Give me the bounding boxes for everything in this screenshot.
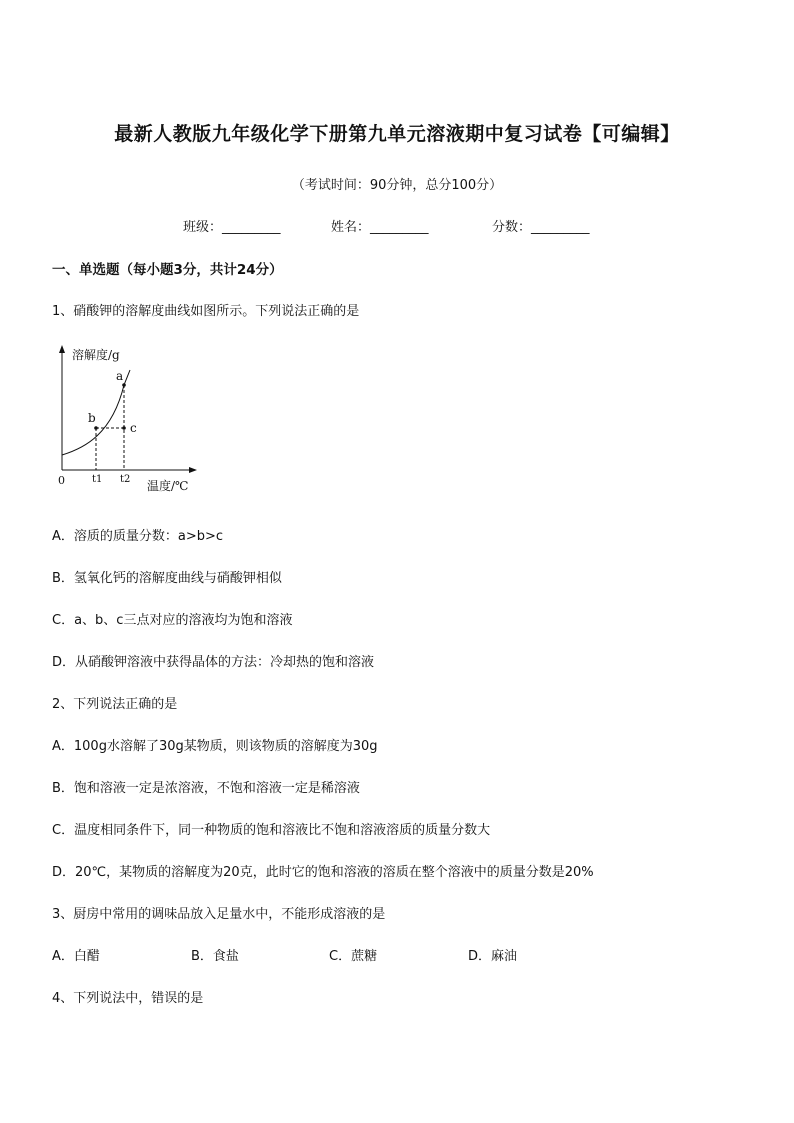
y-axis-label: 溶解度/g: [72, 348, 120, 362]
q2-option-c: C．温度相同条件下，同一种物质的饱和溶液比不饱和溶液溶质的质量分数大: [52, 823, 491, 838]
x-axis-label: 温度/℃: [147, 479, 189, 493]
q3-option-b: B．食盐: [191, 949, 239, 964]
q1-option-b: B．氢氧化钙的溶解度曲线与硝酸钾相似: [52, 571, 282, 586]
q3-option-a: A．白醋: [52, 949, 100, 964]
class-field[interactable]: 班级：_________: [183, 220, 281, 235]
q1-option-d: D．从硝酸钾溶液中获得晶体的方法：冷却热的饱和溶液: [52, 655, 375, 670]
tick-t1-label: t1: [92, 474, 103, 485]
q3-option-c: C．蔗糖: [329, 949, 378, 964]
exam-subtitle: （考试时间：90分钟，总分100分）: [291, 178, 503, 193]
q3-option-d: D．麻油: [468, 949, 518, 964]
point-a-label: a: [116, 369, 124, 383]
q1-option-a: A．溶质的质量分数：a>b>c: [52, 529, 224, 544]
q2-option-a: A．100g水溶解了30g某物质，则该物质的溶解度为30g: [52, 739, 378, 754]
q2-option-d: D．20℃，某物质的溶解度为20克，此时它的饱和溶液的溶质在整个溶液中的质量分数是20%: [52, 865, 594, 880]
point-c-label: c: [130, 421, 137, 435]
score-field[interactable]: 分数：_________: [492, 220, 590, 235]
point-b-dot: [94, 426, 98, 430]
question-2-stem: 2、下列说法正确的是: [52, 697, 178, 712]
exam-title: 最新人教版九年级化学下册第九单元溶液期中复习试卷【可编辑】: [114, 123, 680, 145]
question-4-stem: 4、下列说法中，错误的是: [52, 991, 204, 1006]
section-heading: 一、单选题（每小题3分，共计24分）: [52, 262, 283, 278]
origin-label: 0: [58, 474, 65, 487]
name-field[interactable]: 姓名：_________: [331, 220, 429, 235]
q2-option-b: B．饱和溶液一定是浓溶液，不饱和溶液一定是稀溶液: [52, 781, 360, 796]
solubility-curve-figure: [50, 338, 210, 498]
point-c-dot: [122, 426, 126, 430]
question-3-stem: 3、厨房中常用的调味品放入足量水中，不能形成溶液的是: [52, 907, 386, 922]
tick-t2-label: t2: [120, 474, 131, 485]
point-b-label: b: [88, 411, 96, 425]
point-a-dot: [122, 383, 126, 387]
x-axis-arrow: [189, 467, 197, 473]
q1-option-c: C．a、b、c三点对应的溶液均为饱和溶液: [52, 613, 293, 628]
question-1-stem: 1、硝酸钾的溶解度曲线如图所示。下列说法正确的是: [52, 304, 360, 319]
y-axis-arrow: [59, 345, 65, 353]
